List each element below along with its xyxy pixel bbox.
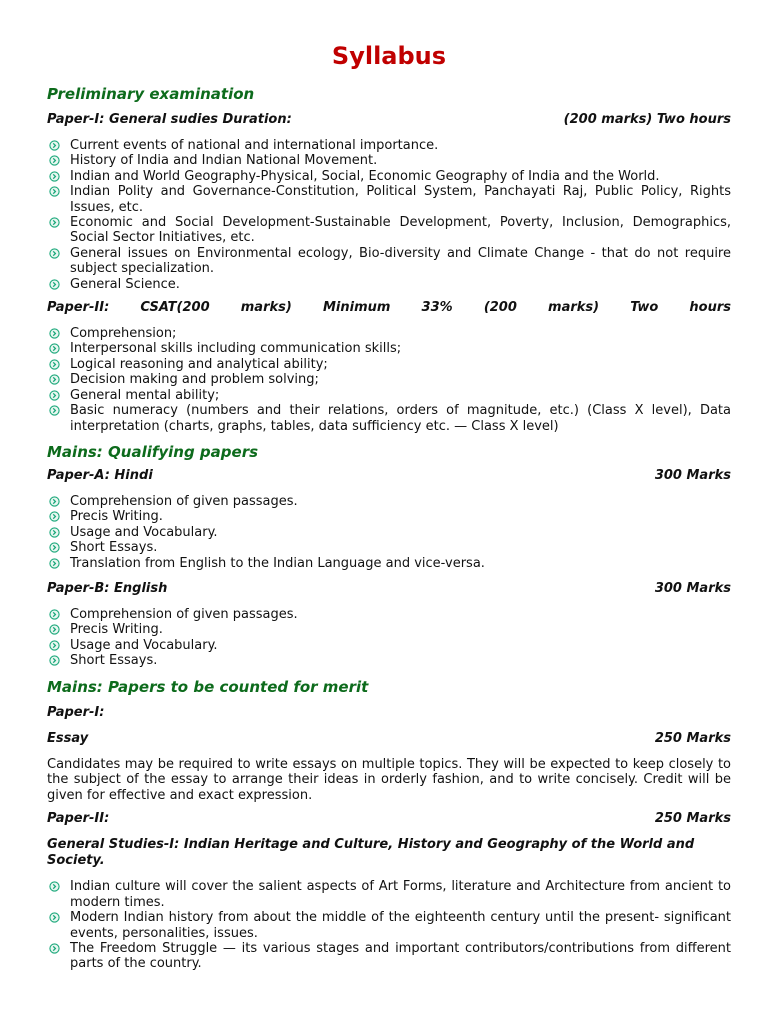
prelim-paper1-line (47, 112, 731, 128)
circled-chevron-right-icon (49, 248, 60, 259)
list-item-text: Comprehension of given passages. (70, 493, 298, 509)
list-item-text: History of India and Indian National Movement. (70, 153, 378, 169)
list-item-text: Basic numeracy (numbers and their relations, orders of magnitude, etc.) (Class X level), Data interpretation (charts, graphs, tables, data sufficiency etc. — Class X level) (70, 403, 731, 434)
circled-chevron-right-icon (49, 171, 60, 182)
circled-chevron-right-icon (49, 279, 60, 290)
list-item-text: Decision making and problem solving; (70, 372, 319, 388)
mains-merit-heading: Mains: Papers to be counted for merit (47, 677, 369, 696)
gs1-heading: General Studies-I: Indian Heritage and Culture, History and Geography of the World and Society. (47, 837, 695, 869)
prelim-heading: Preliminary examination (47, 85, 255, 103)
list-item-text: Modern Indian history from about the middle of the eighteenth century until the present- significant events, personalities, issues. (70, 910, 731, 941)
circled-chevron-right-icon (49, 186, 60, 197)
list-item-text: General Science. (70, 276, 180, 292)
list-item (47, 184, 731, 215)
circled-chevron-right-icon (49, 655, 60, 666)
list-item-text: Comprehension; (70, 326, 177, 342)
merit-paper2-line (47, 811, 731, 827)
list-item-text: Short Essays. (70, 653, 158, 669)
list-item-text: Precis Writing. (70, 509, 163, 525)
circled-chevron-right-icon (49, 343, 60, 354)
prelim-paper2-list (47, 326, 731, 434)
list-item (47, 277, 731, 292)
list-item (47, 215, 731, 246)
essay-title: Essay (47, 730, 89, 746)
essay-description: Candidates may be required to write essays on multiple topics. They will be expected to keep closely to the subject of the essay to arrange their ideas in orderly fashion, and to write concisely. Credit will be given for effective and exact expression. (47, 756, 731, 803)
merit-paper1-title: Paper-I: (47, 704, 105, 720)
circled-chevron-right-icon (49, 140, 60, 151)
circled-chevron-right-icon (49, 943, 60, 954)
list-item (47, 153, 731, 168)
circled-chevron-right-icon (49, 496, 60, 507)
prelim-paper1-title: Paper-I: General sudies Duration: (47, 112, 292, 127)
list-item-text: Usage and Vocabulary. (70, 524, 218, 540)
list-item-text: Indian and World Geography-Physical, Social, Economic Geography of India and the World. (70, 168, 660, 184)
merit-paper1-line (47, 705, 731, 721)
circled-chevron-right-icon (49, 390, 60, 401)
circled-chevron-right-icon (49, 881, 60, 892)
list-item-text: General issues on Environmental ecology, Bio-diversity and Climate Change - that do not require subject specialization. (70, 245, 731, 277)
essay-line (47, 731, 731, 747)
list-item-text: The Freedom Struggle — its various stages and important contributors/contributions from different parts of the country. (70, 940, 731, 972)
list-item-text: General mental ability; (70, 387, 220, 403)
circled-chevron-right-icon (49, 912, 60, 923)
paperB-title: Paper-B: English (47, 580, 168, 596)
paperB-line (47, 581, 731, 597)
list-item-text: Indian Polity and Governance-Constitution, Political System, Panchayati Raj, Public Policy, Rights Issues, etc. (70, 184, 731, 215)
merit-paper2-title: Paper-II: (47, 811, 110, 827)
list-item (47, 169, 731, 184)
prelim-paper1-list (47, 138, 731, 292)
circled-chevron-right-icon (49, 328, 60, 339)
circled-chevron-right-icon (49, 155, 60, 166)
list-item (47, 910, 731, 941)
essay-marks: 250 Marks (654, 730, 731, 746)
list-item (47, 341, 731, 356)
list-item-text: Usage and Vocabulary. (70, 637, 218, 653)
circled-chevron-right-icon (49, 609, 60, 620)
mains-qualifying-heading: Mains: Qualifying papers (47, 442, 259, 461)
list-item (47, 246, 731, 277)
circled-chevron-right-icon (49, 542, 60, 553)
paperB-list (47, 607, 731, 669)
page-title: Syllabus (331, 42, 447, 70)
list-item-text: Comprehension of given passages. (70, 606, 298, 622)
list-item (47, 607, 731, 622)
circled-chevron-right-icon (49, 511, 60, 522)
list-item (47, 509, 731, 524)
list-item (47, 653, 731, 668)
list-item-text: Indian culture will cover the salient aspects of Art Forms, literature and Architecture from ancient to modern times. (70, 879, 731, 910)
circled-chevron-right-icon (49, 640, 60, 651)
circled-chevron-right-icon (49, 374, 60, 385)
list-item-text: Precis Writing. (70, 622, 163, 638)
circled-chevron-right-icon (49, 558, 60, 569)
circled-chevron-right-icon (49, 405, 60, 416)
list-item (47, 326, 731, 341)
list-item (47, 388, 731, 403)
list-item-text: Economic and Social Development-Sustainable Development, Poverty, Inclusion, Demographics, Social Sector Initiatives, etc. (70, 215, 731, 246)
circled-chevron-right-icon (49, 359, 60, 370)
circled-chevron-right-icon (49, 527, 60, 538)
list-item-text: Interpersonal skills including communication skills; (70, 341, 402, 357)
circled-chevron-right-icon (49, 624, 60, 635)
list-item (47, 525, 731, 540)
prelim-paper1-marks: (200 marks) Two hours (563, 112, 731, 127)
paperA-list (47, 494, 731, 571)
syllabus-page (47, 38, 731, 972)
list-item-text: Current events of national and international importance. (70, 138, 439, 153)
list-item (47, 138, 731, 153)
list-item (47, 357, 731, 372)
list-item (47, 879, 731, 910)
list-item (47, 638, 731, 653)
paperA-title: Paper-A: Hindi (47, 467, 153, 483)
list-item (47, 372, 731, 387)
paperB-marks: 300 Marks (654, 580, 731, 596)
list-item (47, 556, 731, 571)
list-item (47, 622, 731, 637)
list-item-text: Short Essays. (70, 540, 158, 556)
list-item-text: Logical reasoning and analytical ability; (70, 356, 328, 372)
list-item (47, 941, 731, 972)
list-item-text: Translation from English to the Indian Language and vice-versa. (70, 555, 485, 571)
merit-paper2-marks: 250 Marks (654, 811, 731, 827)
circled-chevron-right-icon (49, 217, 60, 228)
list-item (47, 540, 731, 555)
paperA-marks: 300 Marks (654, 467, 731, 483)
list-item (47, 403, 731, 434)
list-item (47, 494, 731, 509)
gs1-list (47, 879, 731, 971)
prelim-paper2-line: Paper-II: CSAT(200 marks) Minimum 33% (200 marks) Two hours (47, 300, 731, 316)
paperA-line (47, 468, 731, 484)
